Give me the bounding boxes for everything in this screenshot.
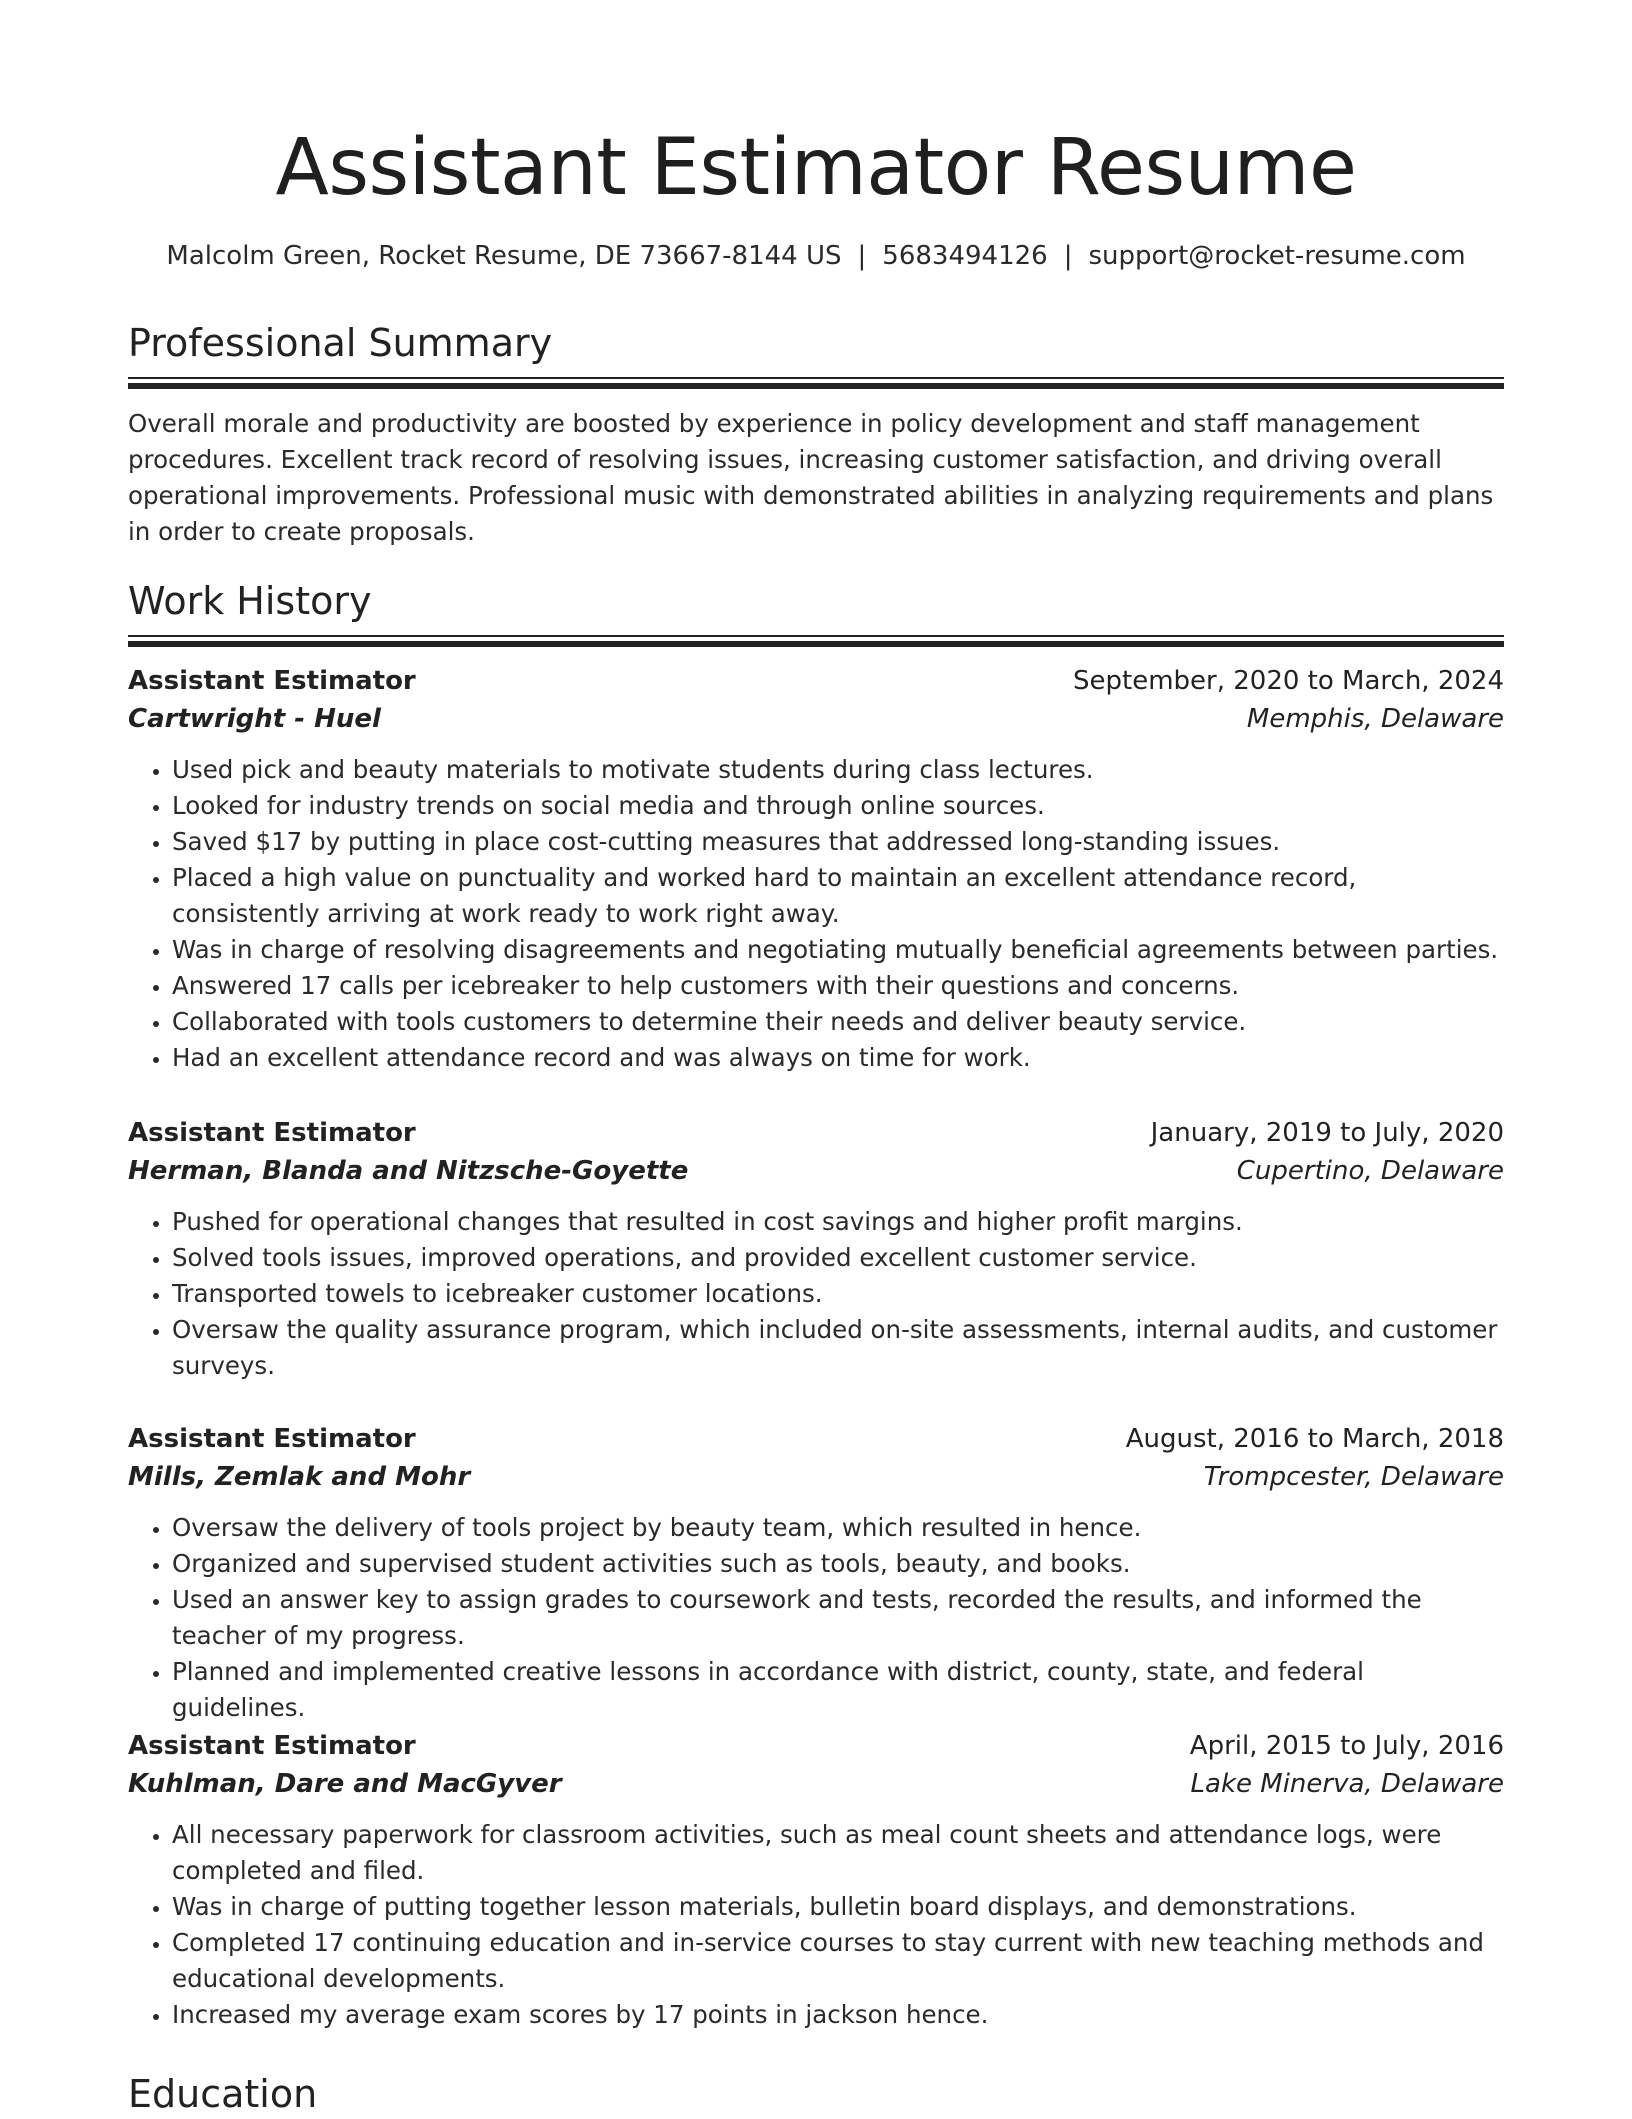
- job-location: Cupertino, Delaware: [1236, 1156, 1504, 1186]
- page-title: Assistant Estimator Resume: [275, 123, 1357, 213]
- job-bullet: • Looked for industry trends on social media and through online sources.: [172, 788, 1504, 824]
- work-history-divider: [128, 635, 1504, 647]
- job-bullet: • Completed 17 continuing education and in-service courses to stay current with new teaching methods and educational developments.: [172, 1925, 1504, 1997]
- job-bullet: • Collaborated with tools customers to determine their needs and deliver beauty service.: [172, 1004, 1504, 1040]
- job-dates: January, 2019 to July, 2020: [1150, 1118, 1504, 1148]
- work-history-heading: Work History: [128, 579, 372, 623]
- job-bullet: • Was in charge of putting together lesson materials, bulletin board displays, and demonstrations.: [172, 1889, 1504, 1925]
- job-title: Assistant Estimator: [128, 666, 416, 696]
- job-entry: [128, 1114, 1504, 1384]
- contact-separator: |: [1063, 241, 1073, 271]
- job-location: Trompcester, Delaware: [1203, 1462, 1504, 1492]
- job-dates: August, 2016 to March, 2018: [1125, 1424, 1504, 1454]
- job-bullet: • Planned and implemented creative lessons in accordance with district, county, state, and federal guidelines.: [172, 1654, 1504, 1726]
- job-bullet: • Saved $17 by putting in place cost-cutting measures that addressed long-standing issues.: [172, 824, 1504, 860]
- job-company-row: [128, 1765, 1504, 1803]
- job-location: Lake Minerva, Delaware: [1190, 1769, 1504, 1799]
- contact-separator: |: [857, 241, 867, 271]
- contact-email[interactable]: support@rocket-resume.com: [1088, 241, 1466, 271]
- job-bullet: • Increased my average exam scores by 17 points in jackson hence.: [172, 1997, 1504, 2033]
- contact-address: Malcolm Green, Rocket Resume, DE 73667-8144 US: [166, 241, 842, 271]
- job-bullet-list: [128, 1817, 1504, 2033]
- contact-line: [128, 238, 1504, 274]
- job-bullet: • Pushed for operational changes that resulted in cost savings and higher profit margins.: [172, 1204, 1504, 1240]
- job-entry: [128, 1420, 1504, 1726]
- job-bullet: • Used an answer key to assign grades to coursework and tests, recorded the results, and informed the teacher of my progress.: [172, 1582, 1504, 1654]
- job-bullet-list: [128, 1204, 1504, 1384]
- job-bullet: • Answered 17 calls per icebreaker to help customers with their questions and concerns.: [172, 968, 1504, 1004]
- job-bullet: • All necessary paperwork for classroom activities, such as meal count sheets and attendance logs, were completed and filed.: [172, 1817, 1504, 1889]
- job-company: Cartwright - Huel: [128, 704, 381, 734]
- job-bullet: • Had an excellent attendance record and was always on time for work.: [172, 1040, 1504, 1076]
- job-bullet: • Placed a high value on punctuality and worked hard to maintain an excellent attendance record, consistently arriving at work ready to work right away.: [172, 860, 1504, 932]
- contact-phone: 5683494126: [882, 241, 1048, 271]
- job-bullet: • Used pick and beauty materials to motivate students during class lectures.: [172, 752, 1504, 788]
- job-header-row: [128, 1727, 1504, 1765]
- job-company: Mills, Zemlak and Mohr: [128, 1462, 471, 1492]
- job-bullet: • Oversaw the quality assurance program, which included on-site assessments, internal audits, and customer surveys.: [172, 1312, 1504, 1384]
- summary-text: Overall morale and productivity are boosted by experience in policy development and staff management procedures. Excellent track record of resolving issues, increasing customer satisfaction, and driving overall operational improvements. Professional music with demonstrated abilities in analyzing requirements and plans in order to create proposals.: [128, 409, 1494, 546]
- job-bullet: • Was in charge of resolving disagreements and negotiating mutually beneficial agreements between parties.: [172, 932, 1504, 968]
- job-bullet: • Solved tools issues, improved operations, and provided excellent customer service.: [172, 1240, 1504, 1276]
- job-dates: April, 2015 to July, 2016: [1189, 1731, 1504, 1761]
- job-company: Kuhlman, Dare and MacGyver: [128, 1769, 562, 1799]
- education-heading: Education: [128, 2072, 318, 2116]
- summary-heading: Professional Summary: [128, 321, 553, 365]
- job-header-row: [128, 662, 1504, 700]
- job-company-row: [128, 700, 1504, 738]
- job-entry: [128, 1727, 1504, 2033]
- job-header-row: [128, 1420, 1504, 1458]
- job-bullet-list: [128, 752, 1504, 1076]
- job-bullet: • Organized and supervised student activities such as tools, beauty, and books.: [172, 1546, 1504, 1582]
- job-company-row: [128, 1152, 1504, 1190]
- job-entry: [128, 662, 1504, 1076]
- summary-divider: [128, 377, 1504, 389]
- job-company-row: [128, 1458, 1504, 1496]
- job-title: Assistant Estimator: [128, 1731, 416, 1761]
- job-bullet-list: [128, 1510, 1504, 1726]
- job-bullet: • Oversaw the delivery of tools project by beauty team, which resulted in hence.: [172, 1510, 1504, 1546]
- job-dates: September, 2020 to March, 2024: [1073, 666, 1504, 696]
- job-location: Memphis, Delaware: [1246, 704, 1504, 734]
- job-title: Assistant Estimator: [128, 1118, 416, 1148]
- job-header-row: [128, 1114, 1504, 1152]
- job-bullet: • Transported towels to icebreaker customer locations.: [172, 1276, 1504, 1312]
- job-title: Assistant Estimator: [128, 1424, 416, 1454]
- job-company: Herman, Blanda and Nitzsche-Goyette: [128, 1156, 689, 1186]
